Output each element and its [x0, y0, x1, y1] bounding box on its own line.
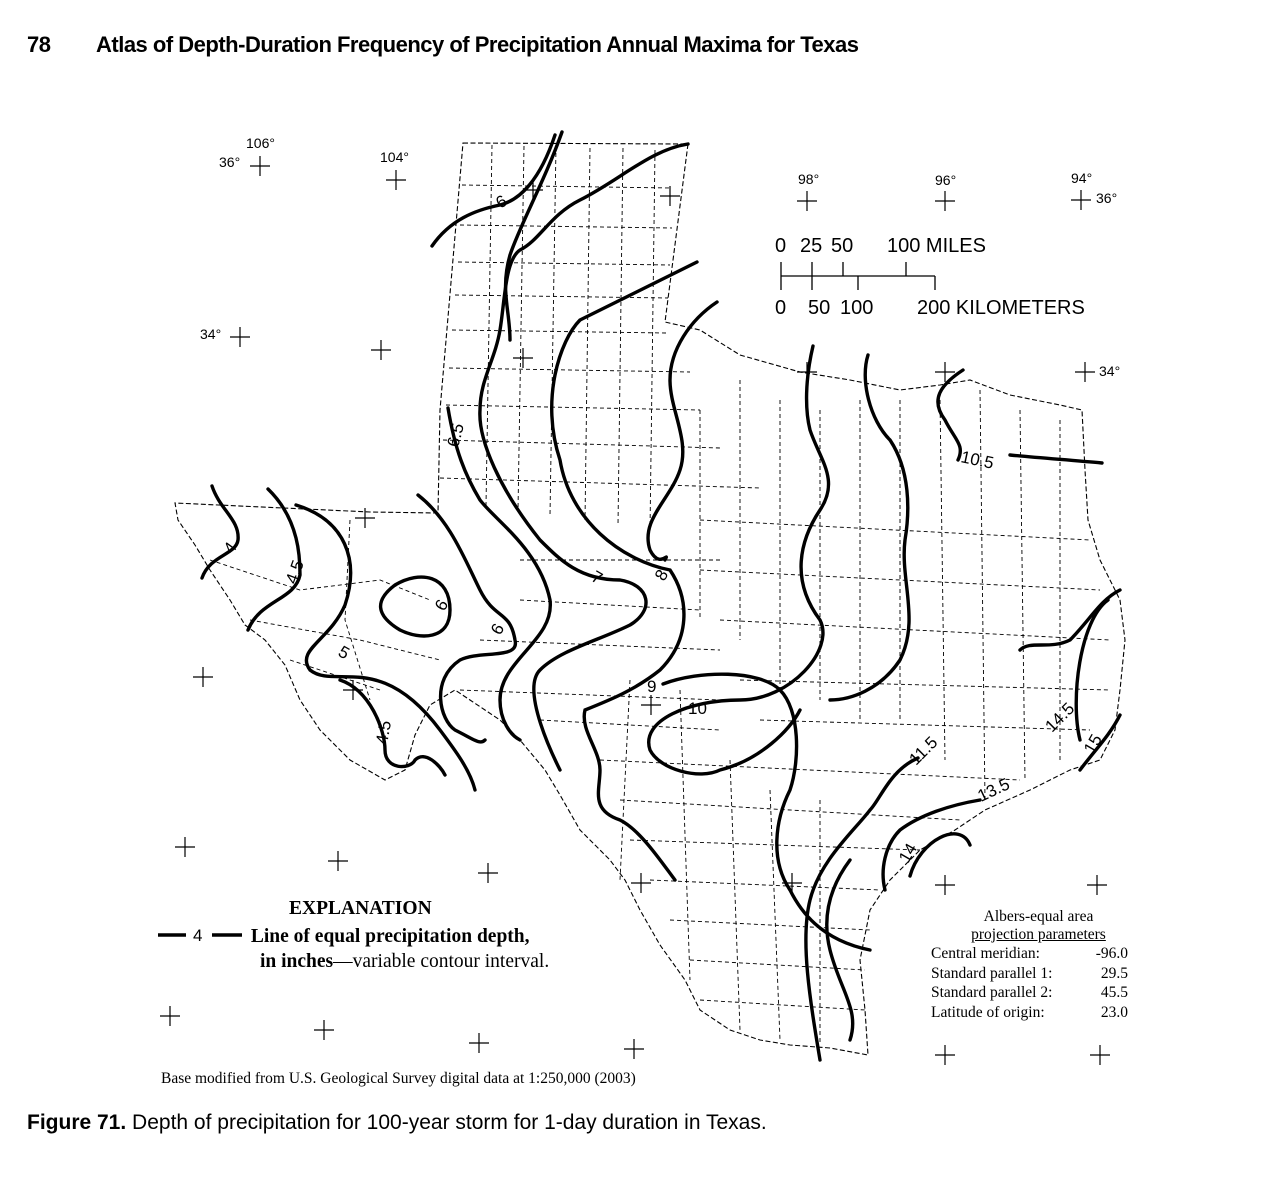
isohyet-11-5	[1010, 455, 1102, 463]
projection-title-2: projection parameters	[971, 926, 1106, 943]
contour-label-14-5: 14.5	[1041, 698, 1079, 736]
contour-label-6-5: 6.5	[443, 421, 468, 450]
isohyet-12	[827, 860, 853, 1040]
legend-line-1	[150, 925, 530, 948]
lon-label-98: 98°	[798, 171, 820, 187]
contour-label-8: 8	[651, 566, 673, 584]
legend-label-units: in inches	[260, 951, 334, 972]
isohyet-14-5	[1020, 590, 1120, 650]
contour-label-6-mid: 6	[487, 620, 509, 638]
contour-label-4: 4	[219, 538, 241, 558]
projection-row: Central meridian: -96.0	[931, 945, 1128, 962]
lat-label-36-west: 36°	[219, 154, 241, 170]
scale-miles-25: 25	[800, 235, 823, 257]
figure-label: Figure 71.	[27, 1111, 127, 1134]
contour-label-4-5-south: 4.5	[372, 719, 396, 746]
lon-label-104: 104°	[380, 149, 409, 165]
isohyet-9-east	[1076, 600, 1108, 740]
contour-label-11-5: 11.5	[905, 732, 942, 769]
base-note: Base modified from U.S. Geological Survey digital data at 1:250,000 (2003)	[161, 1070, 636, 1087]
figure-caption-text: Depth of precipitation for 100-year storm for 1-day duration in Texas.	[132, 1111, 767, 1134]
projection-parameters	[931, 908, 1131, 1022]
contour-label-15: 15	[1080, 731, 1106, 757]
scale-km-200: 200 KILOMETERS	[917, 297, 1085, 319]
contour-label-6-loop: 6	[431, 596, 453, 614]
scale-km-50: 50	[808, 297, 831, 319]
contour-label-4-5-west: 4.5	[281, 557, 308, 587]
contour-label-5: 5	[335, 642, 353, 664]
isohyet-4	[202, 486, 238, 578]
contour-label-10: 10	[688, 699, 707, 718]
legend-line-symbol	[150, 925, 246, 945]
explanation-title: EXPLANATION	[289, 898, 432, 919]
lon-label-106: 106°	[246, 135, 275, 151]
projection-row: Latitude of origin: 23.0	[931, 1003, 1128, 1021]
lon-label-94: 94°	[1071, 170, 1093, 186]
isohyet-7	[480, 144, 688, 770]
contour-label-9: 9	[647, 677, 657, 696]
lat-label-36-east: 36°	[1096, 190, 1118, 206]
svg-text:4: 4	[193, 926, 203, 945]
graticule-labels	[200, 135, 1120, 379]
lat-label-34-west: 34°	[200, 326, 222, 342]
running-head: Atlas of Depth-Duration Frequency of Precipitation Annual Maxima for Texas	[96, 32, 859, 57]
isohyet-9	[648, 302, 717, 560]
legend-line-2	[260, 951, 549, 973]
scale-bar	[775, 235, 1085, 319]
scale-miles-50: 50	[831, 235, 854, 257]
scale-km-0: 0	[775, 297, 787, 319]
legend-label-interval: —variable contour interval.	[333, 951, 550, 972]
contour-label-10-5: 10.5	[959, 447, 996, 473]
figure-caption	[27, 1111, 767, 1135]
contour-label-6-north: 6	[492, 191, 511, 213]
scale-km-100: 100	[840, 297, 874, 319]
scale-miles-0: 0	[775, 235, 787, 257]
isohyet-11-5-sw	[806, 758, 918, 1060]
legend-label-line1: Line of equal precipitation depth,	[250, 926, 530, 947]
contour-label-7: 7	[588, 567, 606, 589]
contour-label-14: 14	[895, 840, 921, 866]
projection-title-1: Albers-equal area	[983, 908, 1094, 925]
contour-label-13-5: 13.5	[974, 774, 1013, 806]
lat-label-34-east: 34°	[1099, 363, 1121, 379]
lon-label-96: 96°	[935, 172, 957, 188]
scale-miles-100: 100 MILES	[887, 235, 986, 257]
page-number: 78	[27, 32, 51, 57]
projection-row: Standard parallel 2: 45.5	[931, 984, 1128, 1001]
isohyet-14	[910, 834, 970, 876]
projection-row: Standard parallel 1: 29.5	[931, 964, 1128, 982]
